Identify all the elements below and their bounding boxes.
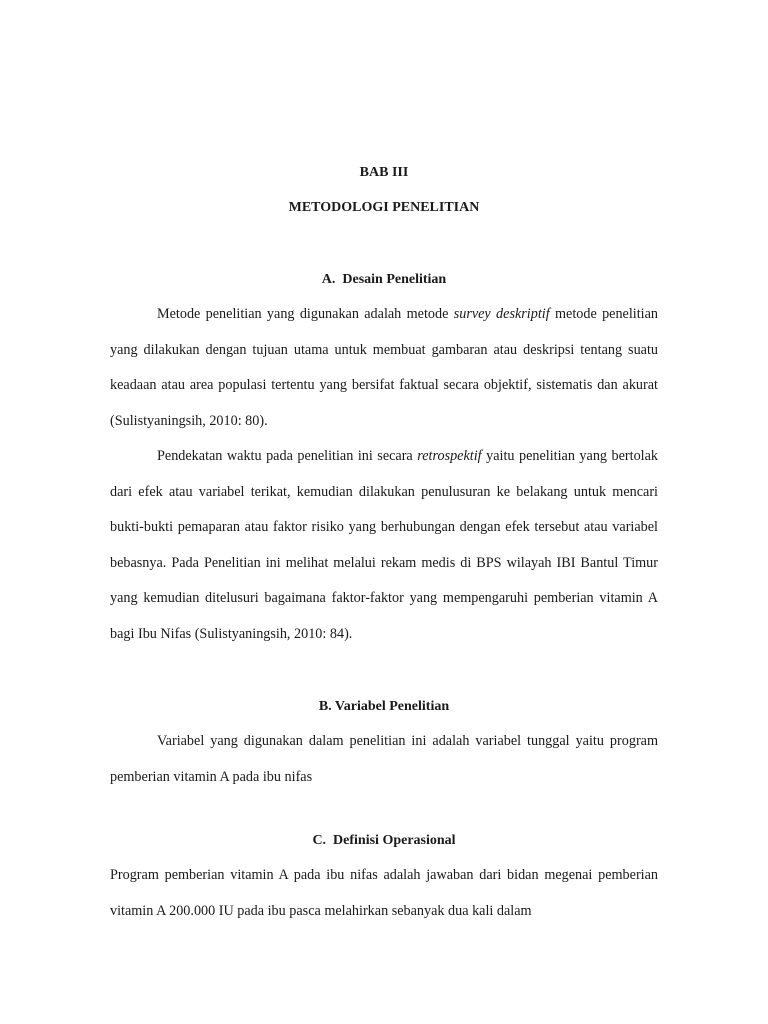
text-run: Metode penelitian yang digunakan adalah metode: [157, 306, 454, 322]
italic-term: survey deskriptif: [453, 306, 550, 322]
italic-term: retrospektif: [417, 448, 482, 464]
text-run: metode penelitian yang dilakukan dengan tujuan utama untuk membuat gambaran atau deskripsi tentang suatu keadaan atau area populasi tertentu yang bersifat faktual secara objektif, sistematis dan akurat (Sulistyaningsih, 2010: 80).: [110, 306, 659, 429]
section-c-paragraph-1: Program pemberian vitamin A pada ibu nifas adalah jawaban dari bidan megenai pemberian vitamin A 200.000 IU pada ibu pasca melahirkan sebanyak dua kali dalam: [110, 867, 658, 919]
section-a-heading: A. Desain Penelitian: [321, 272, 447, 287]
section-c-heading: C. Definisi Operasional: [312, 833, 456, 848]
section-b-heading: B. Variabel Penelitian: [318, 699, 450, 714]
text-run: Pendekatan waktu pada penelitian ini secara: [157, 448, 418, 464]
section-a-paragraph-1: [110, 297, 658, 439]
section-a-paragraph-2: [110, 439, 658, 653]
chapter-number: BAB III: [359, 165, 409, 180]
section-b-paragraph-1: Variabel yang digunakan dalam penelitian ini adalah variabel tunggal yaitu program pemberian vitamin A pada ibu nifas: [110, 733, 658, 785]
text-run: yaitu penelitian yang bertolak dari efek atau variabel terikat, kemudian dilakukan penulusuran ke belakang untuk mencari bukti-bukti pemaparan atau faktor risiko yang berhubungan dengan efek tersebut atau variabel bebasnya. Pada Penelitian ini melihat melalui rekam medis di BPS wilayah IBI Bantul Timur yang kemudian ditelusuri bagaimana faktor-faktor yang mempengaruhi pemberian vitamin A bagi Ibu Nifas (Sulistyaningsih, 2010: 84).: [110, 448, 659, 642]
chapter-title: METODOLOGI PENELITIAN: [288, 200, 480, 215]
document-page: [110, 0, 658, 1024]
